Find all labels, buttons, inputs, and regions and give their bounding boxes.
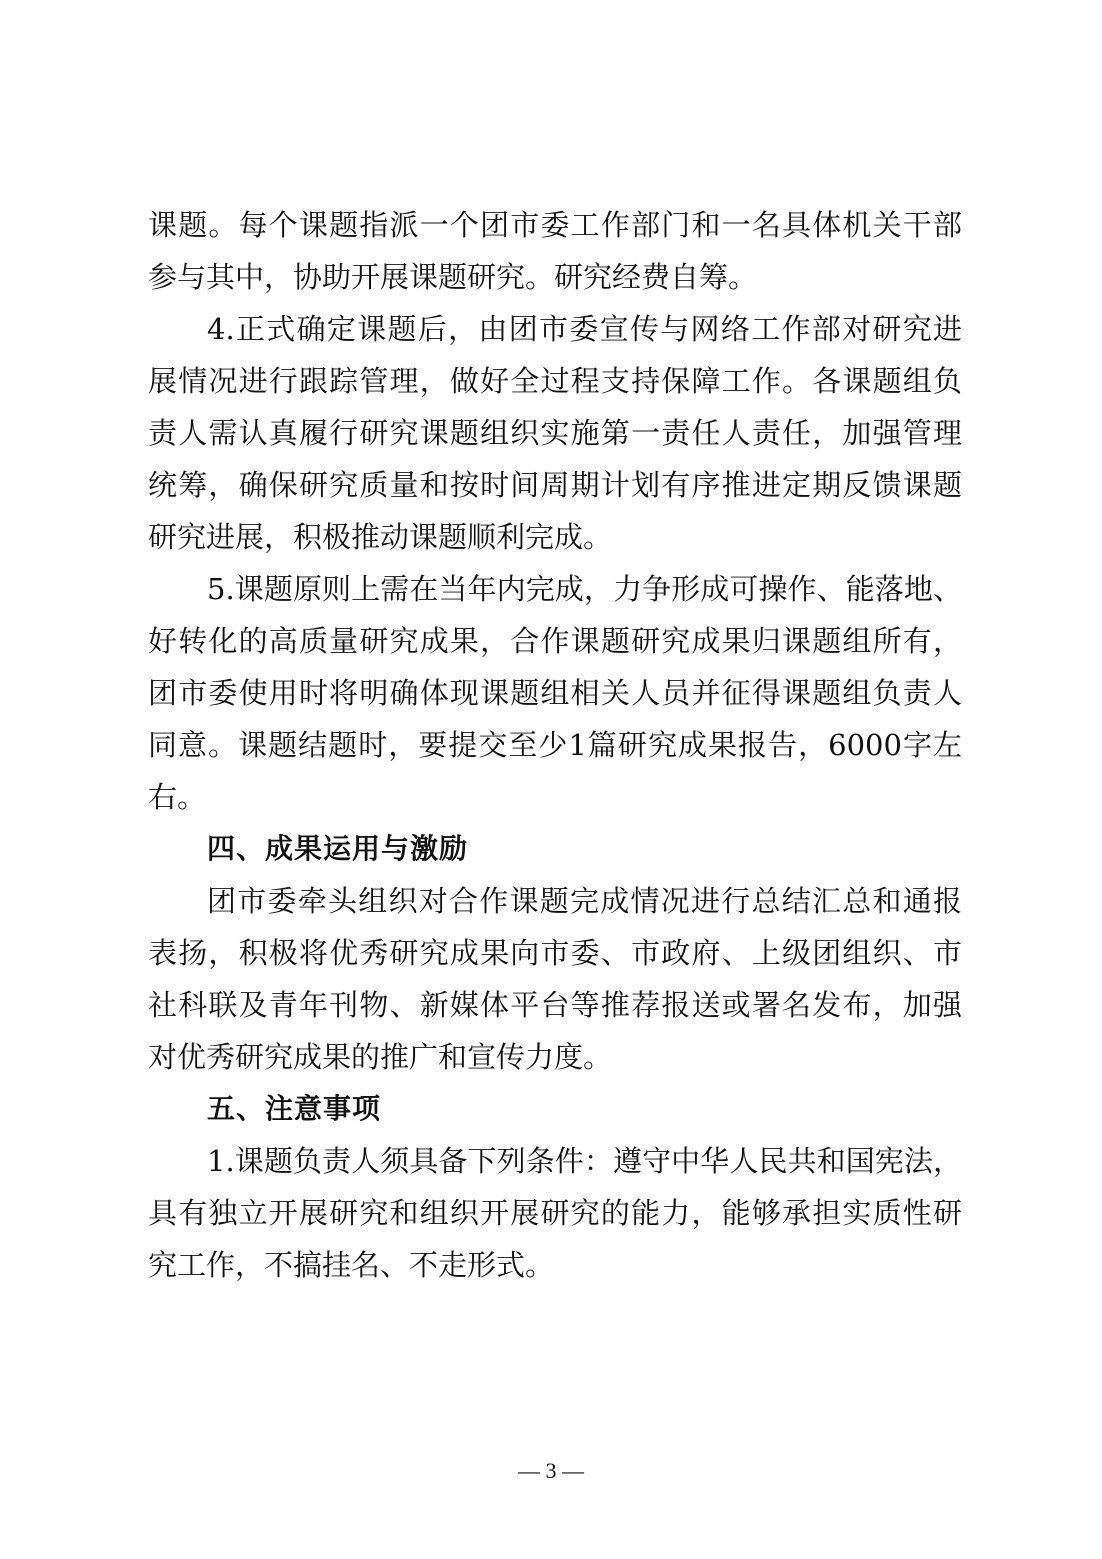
paragraph-line: 表扬，积极将优秀研究成果向市委、市政府、上级团组织、市 [148, 936, 962, 970]
paragraph-line: 统筹，确保研究质量和按时间周期计划有序推进定期反馈课题 [148, 468, 962, 502]
paragraph-line: 团市委使用时将明确体现课题组相关人员并征得课题组负责人 [148, 676, 962, 710]
paragraph-line: 好转化的高质量研究成果，合作课题研究成果归课题组所有， [148, 624, 962, 658]
paragraph-line: 参与其中，协助开展课题研究。研究经费自筹。 [148, 260, 758, 294]
paragraph-line: 4.正式确定课题后，由团市委宣传与网络工作部对研究进 [207, 312, 962, 346]
page-number: — 3 — [518, 1458, 584, 1483]
paragraph-line: 1.课题负责人须具备下列条件：遵守中华人民共和国宪法， [207, 1144, 962, 1178]
paragraph-line: 展情况进行跟踪管理，做好全过程支持保障工作。各课题组负 [148, 364, 962, 398]
paragraph-line: 对优秀研究成果的推广和宣传力度。 [148, 1040, 613, 1074]
section-heading: 四、成果运用与激励 [207, 832, 469, 865]
paragraph-line: 同意。课题结题时，要提交至少1篇研究成果报告，6000字左 [148, 728, 962, 762]
paragraph-line: 责人需认真履行研究课题组织实施第一责任人责任，加强管理 [148, 416, 962, 450]
paragraph-line: 究工作，不搞挂名、不走形式。 [148, 1248, 555, 1282]
paragraph-line: 社科联及青年刊物、新媒体平台等推荐报送或署名发布，加强 [148, 988, 962, 1022]
paragraph-line: 右。 [148, 780, 207, 814]
paragraph-line: 5.课题原则上需在当年内完成，力争形成可操作、能落地、 [207, 572, 962, 606]
section-heading: 五、注意事项 [207, 1092, 382, 1125]
paragraph-line: 团市委牵头组织对合作课题完成情况进行总结汇总和通报 [207, 884, 962, 918]
paragraph-line: 课题。每个课题指派一个团市委工作部门和一名具体机关干部 [148, 208, 962, 242]
paragraph-line: 具有独立开展研究和组织开展研究的能力，能够承担实质性研 [148, 1196, 962, 1230]
paragraph-line: 研究进展，积极推动课题顺利完成。 [148, 520, 613, 554]
